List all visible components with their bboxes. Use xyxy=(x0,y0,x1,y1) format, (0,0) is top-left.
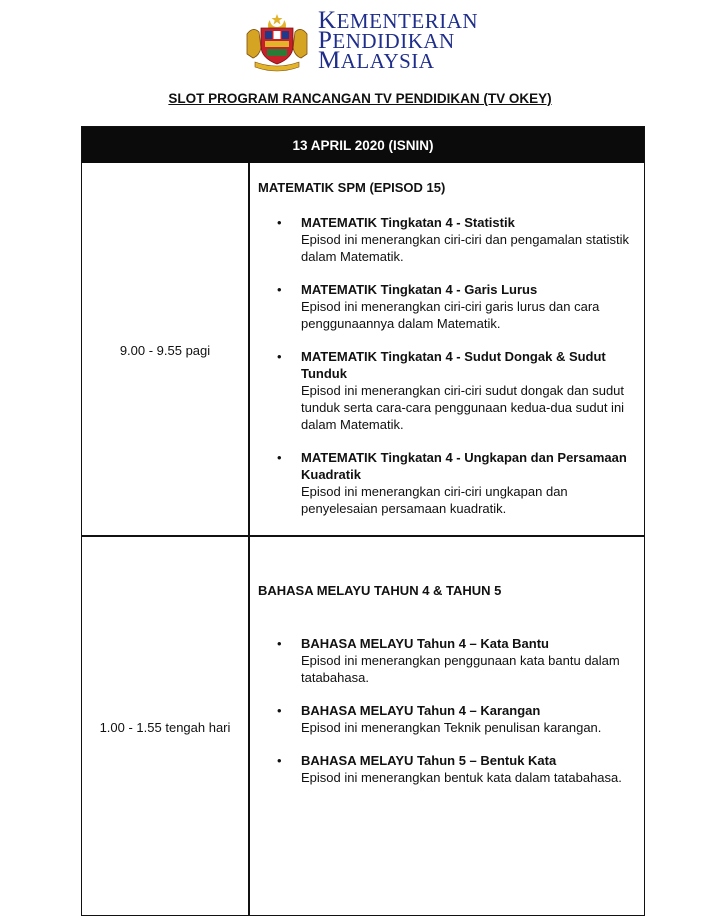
schedule-table xyxy=(81,126,645,916)
item-description: Episod ini menerangkan Teknik penulisan karangan. xyxy=(301,720,602,735)
list-item xyxy=(258,702,636,736)
malaysia-coat-of-arms-icon xyxy=(243,12,311,72)
document-title: SLOT PROGRAM RANCANGAN TV PENDIDIKAN (TV OKEY) xyxy=(168,91,552,106)
item-title: BAHASA MELAYU Tahun 5 – Bentuk Kata xyxy=(301,753,557,768)
item-description: Episod ini menerangkan ciri-ciri ungkapan dan penyelesaian persamaan kuadratik. xyxy=(301,484,568,516)
item-title: MATEMATIK Tingkatan 4 - Statistik xyxy=(301,215,515,230)
item-title: BAHASA MELAYU Tahun 4 – Kata Bantu xyxy=(301,636,549,651)
column-divider xyxy=(248,163,250,915)
slot-section-2 xyxy=(258,583,636,786)
slot-section-1 xyxy=(258,180,636,517)
page-header xyxy=(0,0,720,86)
item-title: MATEMATIK Tingkatan 4 - Garis Lurus xyxy=(301,282,538,297)
list-item xyxy=(258,752,636,786)
list-item xyxy=(258,635,636,686)
section-title: BAHASA MELAYU TAHUN 4 & TAHUN 5 xyxy=(258,583,502,598)
item-description: Episod ini menerangkan ciri-ciri sudut dongak dan sudut tunduk serta cara-cara penggunaan kedua-dua sudut ini dalam Matematik. xyxy=(301,383,625,432)
ministry-line-1: KEMENTERIAN xyxy=(318,7,479,34)
bullet-icon: • xyxy=(277,636,282,651)
row-divider xyxy=(82,535,644,537)
bullet-icon: • xyxy=(277,753,282,768)
bullet-icon: • xyxy=(277,282,282,297)
item-description: Episod ini menerangkan ciri-ciri dan pengamalan statistik dalam Matematik. xyxy=(301,232,630,264)
item-title: MATEMATIK Tingkatan 4 - Ungkapan dan Persamaan Kuadratik xyxy=(301,450,627,482)
ministry-name xyxy=(318,7,479,74)
slot-time-1: 9.00 - 9.55 pagi xyxy=(119,343,211,358)
list-item xyxy=(258,214,636,265)
bullet-icon: • xyxy=(277,450,282,465)
item-description: Episod ini menerangkan penggunaan kata bantu dalam tatabahasa. xyxy=(301,653,620,685)
list-item xyxy=(258,348,636,433)
item-description: Episod ini menerangkan bentuk kata dalam tatabahasa. xyxy=(301,770,622,785)
bullet-icon: • xyxy=(277,215,282,230)
ministry-line-2: PENDIDIKAN xyxy=(318,27,455,54)
item-title: MATEMATIK Tingkatan 4 - Sudut Dongak & Sudut Tunduk xyxy=(301,349,606,381)
ministry-line-3: MALAYSIA xyxy=(318,47,435,74)
section-title: MATEMATIK SPM (EPISOD 15) xyxy=(258,180,446,195)
date-header: 13 APRIL 2020 (ISNIN) xyxy=(82,127,644,163)
bullet-icon: • xyxy=(277,703,282,718)
item-title: BAHASA MELAYU Tahun 4 – Karangan xyxy=(301,703,541,718)
bullet-icon: • xyxy=(277,349,282,364)
list-item xyxy=(258,281,636,332)
list-item xyxy=(258,449,636,517)
slot-time-2: 1.00 - 1.55 tengah hari xyxy=(99,720,231,735)
item-description: Episod ini menerangkan ciri-ciri garis lurus dan cara penggunaannya dalam Matematik. xyxy=(301,299,600,331)
